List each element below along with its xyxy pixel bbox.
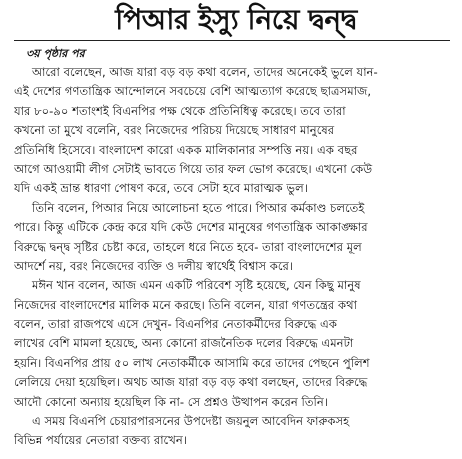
article-line: কখনো তা মুখে বলেনি, বরং নিজেদের পরিচয় দিয়েছে সাধারণ মানুষের bbox=[14, 123, 335, 138]
article-line: এ সময় বিএনপি চেয়ারপারসনের উপদেষ্টা জয়নুল আবেদিন ফারুকসহ bbox=[32, 414, 350, 429]
article-line: লাখের বেশি মামলা হয়েছে, অন্য কোনো রাজনৈতিক দলের বিরুদ্ধে এমনটা bbox=[14, 336, 354, 351]
article-line: লেলিয়ে দেয়া হয়েছিল। অথচ আজ যারা বড় বড় কথা বলছেন, তাদের বিরুদ্ধে bbox=[14, 375, 368, 390]
article-line: আদৌ কোনো অন্যায় হয়েছিল কি না- সে প্রশ্নও উত্থাপন করেন তিনি। bbox=[14, 394, 328, 409]
article-body bbox=[14, 63, 450, 455]
article-line: প্রতিনিধি হিসেবে। বাংলাদেশ কারো একক মালিকানার সম্পত্তি নয়। এক বছর bbox=[14, 142, 358, 157]
article-line: বিভিন্ন পর্যায়ের নেতারা বক্তব্য রাখেন। bbox=[14, 433, 187, 448]
continued-from-label: ৩য় পৃষ্ঠার পর bbox=[26, 47, 85, 60]
article-line: যদি একই ভ্রান্ত ধারণা পোষণ করে, তবে সেটা হবে মারাত্মক ভুল। bbox=[14, 181, 308, 196]
article-line: হয়নি। বিএনপির প্রায় ৫০ লাখ নেতাকর্মীকে আসামি করে তাদের পেছনে পুলিশ bbox=[14, 355, 370, 370]
article-line: আরো বলেছেন, আজ যারা বড় বড় কথা বলেন, তাদের অনেকেই ভুলে যান- bbox=[32, 65, 378, 79]
headline-box bbox=[52, 2, 420, 38]
article-line: যার ৮০-৯০ শতাংশই বিএনপির পক্ষ থেকে প্রতিনিধিত্ব করেছে। তবে তারা bbox=[14, 103, 346, 118]
article-line: বিরুদ্ধে দ্বন্দ্ব সৃষ্টির চেষ্টা করে, তাহলে ধরে নিতে হবে- তারা বাংলাদেশের মূল bbox=[14, 239, 362, 254]
article-line: এই দেশের গণতান্ত্রিক আন্দোলনে সবচেয়ে বেশি আত্মত্যাগ করেছে ছাত্রসমাজ, bbox=[14, 84, 372, 99]
article-line: মঈন খান বলেন, আজ এমন একটি পরিবেশ সৃষ্টি হয়েছে, যেন কিছু মানুষ bbox=[32, 278, 361, 293]
article-line: পারে। কিন্তু এটিকে কেন্দ্র করে যদি কেউ দেশের মানুষের গণতান্ত্রিক আকাঙ্ক্ষার bbox=[14, 220, 368, 235]
article-line: আগে আওয়ামী লীগ সেটাই ভাবতে গিয়ে তার ফল ভোগ করেছে। এখনো কেউ bbox=[14, 161, 373, 176]
article-line: নিজেদের বাংলাদেশের মালিক মনে করছে। তিনি বলেন, যারা গণতন্ত্রের কথা bbox=[14, 297, 357, 312]
headline-divider bbox=[14, 40, 450, 41]
headline: পিআর ইস্যু নিয়ে দ্বন্দ্ব bbox=[115, 3, 357, 36]
article-line: তিনি বলেন, পিআর নিয়ে আলোচনা হতে পারে। পিআর কর্মকাণ্ড চলতেই bbox=[32, 200, 365, 215]
article-line: বলেন, তারা রাজপথে এসে দেখুন- বিএনপির নেতাকর্মীদের বিরুদ্ধে এক bbox=[14, 317, 337, 332]
article-line: আদর্শে নয়, বরং নিজেদের ব্যক্তি ও দলীয় স্বার্থেই বিশ্বাস করে। bbox=[14, 258, 294, 273]
